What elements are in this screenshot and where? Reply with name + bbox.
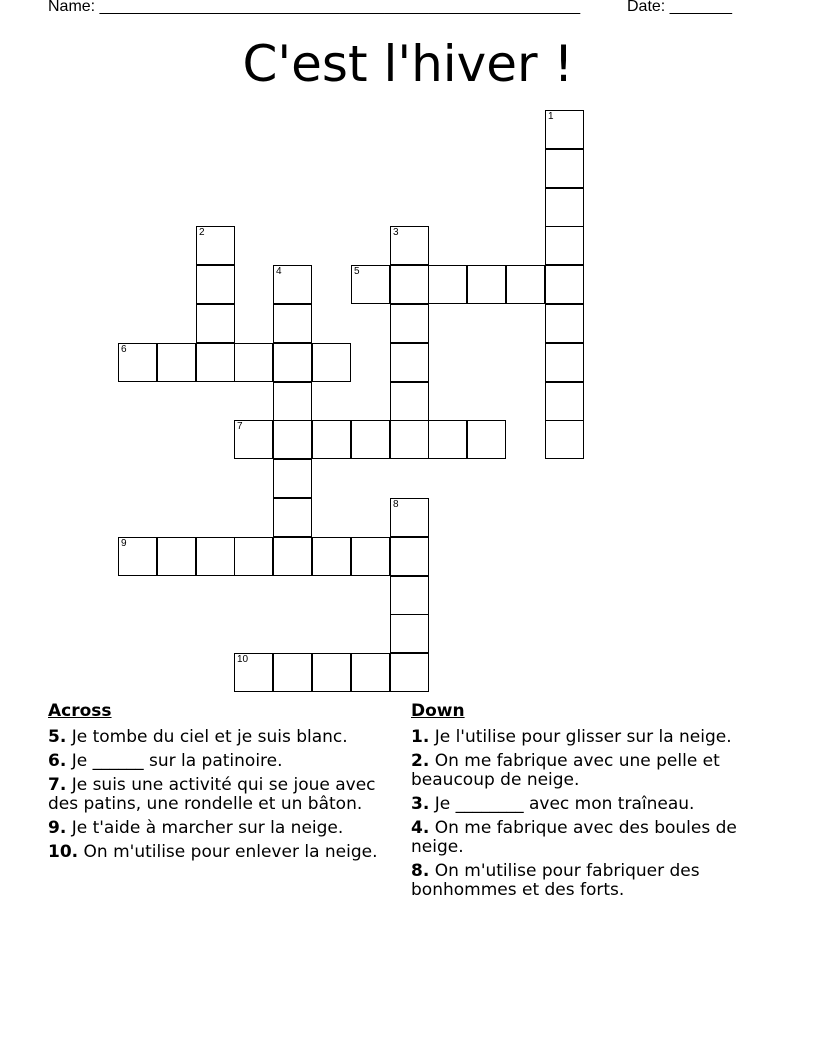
grid-cell[interactable] bbox=[545, 382, 584, 421]
grid-cell[interactable] bbox=[390, 576, 429, 615]
grid-cell[interactable] bbox=[196, 537, 235, 576]
grid-cell[interactable] bbox=[390, 265, 429, 304]
grid-cell[interactable] bbox=[273, 459, 312, 498]
grid-cell[interactable] bbox=[545, 188, 584, 227]
cell-number: 7 bbox=[237, 421, 243, 432]
grid-cell[interactable] bbox=[234, 420, 273, 459]
grid-cell[interactable] bbox=[312, 343, 351, 382]
grid-cell[interactable] bbox=[545, 420, 584, 459]
down-heading: Down bbox=[411, 701, 465, 721]
clue-number: 1. bbox=[411, 727, 430, 747]
grid-cell[interactable] bbox=[273, 304, 312, 343]
grid-cell[interactable] bbox=[234, 343, 273, 382]
grid-cell[interactable] bbox=[467, 265, 506, 304]
grid-cell[interactable] bbox=[312, 653, 351, 692]
grid-cell[interactable] bbox=[545, 304, 584, 343]
clue-text: Je l'utilise pour glisser sur la neige. bbox=[434, 727, 732, 747]
cell-number: 6 bbox=[121, 344, 127, 355]
grid-cell[interactable] bbox=[428, 265, 467, 304]
cell-number: 1 bbox=[548, 111, 554, 122]
cell-number: 10 bbox=[237, 654, 249, 665]
clue-number: 8. bbox=[411, 861, 430, 881]
down-clue bbox=[411, 862, 761, 900]
grid-cell[interactable] bbox=[118, 343, 157, 382]
cell-number: 5 bbox=[354, 266, 360, 277]
grid-cell[interactable] bbox=[351, 420, 390, 459]
clue-text: Je tombe du ciel et je suis blanc. bbox=[71, 727, 348, 747]
across-clue bbox=[48, 843, 388, 862]
grid-cell[interactable] bbox=[196, 304, 235, 343]
across-clue bbox=[48, 752, 388, 771]
clue-text: On m'utilise pour fabriquer des bonhommes et des forts. bbox=[411, 861, 700, 900]
clue-number: 3. bbox=[411, 794, 430, 814]
across-clue bbox=[48, 776, 388, 814]
grid-cell[interactable] bbox=[390, 653, 429, 692]
down-clue bbox=[411, 752, 761, 790]
clue-text: On m'utilise pour enlever la neige. bbox=[83, 842, 378, 862]
cell-number: 9 bbox=[121, 538, 127, 549]
grid-cell[interactable] bbox=[234, 537, 273, 576]
across-heading: Across bbox=[48, 701, 112, 721]
grid-cell[interactable] bbox=[157, 343, 196, 382]
grid-cell[interactable] bbox=[506, 265, 545, 304]
grid-cell[interactable] bbox=[196, 265, 235, 304]
grid-cell[interactable] bbox=[545, 149, 584, 188]
down-clue bbox=[411, 728, 761, 747]
grid-cell[interactable] bbox=[312, 537, 351, 576]
grid-cell[interactable] bbox=[545, 343, 584, 382]
grid-cell[interactable] bbox=[390, 498, 429, 537]
clue-number: 9. bbox=[48, 818, 67, 838]
grid-cell[interactable] bbox=[390, 420, 429, 459]
clue-number: 5. bbox=[48, 727, 67, 747]
grid-cell[interactable] bbox=[273, 537, 312, 576]
grid-cell[interactable] bbox=[273, 653, 312, 692]
clue-number: 4. bbox=[411, 818, 430, 838]
cell-number: 3 bbox=[393, 227, 399, 238]
clue-number: 2. bbox=[411, 751, 430, 771]
down-clue bbox=[411, 819, 761, 857]
grid-cell[interactable] bbox=[273, 343, 312, 382]
grid-cell[interactable] bbox=[390, 614, 429, 653]
cell-number: 4 bbox=[276, 266, 282, 277]
across-clue bbox=[48, 819, 388, 838]
grid-cell[interactable] bbox=[312, 420, 351, 459]
grid-cell[interactable] bbox=[467, 420, 506, 459]
grid-cell[interactable] bbox=[273, 382, 312, 421]
clue-text: Je ______ sur la patinoire. bbox=[71, 751, 283, 771]
grid-cell[interactable] bbox=[196, 226, 235, 265]
clue-number: 7. bbox=[48, 775, 67, 795]
grid-cell[interactable] bbox=[351, 537, 390, 576]
clue-text: Je t'aide à marcher sur la neige. bbox=[71, 818, 344, 838]
grid-cell[interactable] bbox=[545, 265, 584, 304]
grid-cell[interactable] bbox=[390, 304, 429, 343]
clue-text: On me fabrique avec des boules de neige. bbox=[411, 818, 737, 857]
grid-cell[interactable] bbox=[351, 653, 390, 692]
grid-cell[interactable] bbox=[273, 265, 312, 304]
grid-cell[interactable] bbox=[196, 343, 235, 382]
grid-cell[interactable] bbox=[390, 226, 429, 265]
grid-cell[interactable] bbox=[390, 343, 429, 382]
across-clues bbox=[48, 702, 388, 867]
cell-number: 8 bbox=[393, 499, 399, 510]
grid-cell[interactable] bbox=[390, 537, 429, 576]
clue-number: 6. bbox=[48, 751, 67, 771]
grid-cell[interactable] bbox=[118, 537, 157, 576]
grid-cell[interactable] bbox=[428, 420, 467, 459]
cell-number: 2 bbox=[199, 227, 205, 238]
grid-cell[interactable] bbox=[234, 653, 273, 692]
clue-text: Je suis une activité qui se joue avec des patins, une rondelle et un bâton. bbox=[48, 775, 376, 814]
grid-cell[interactable] bbox=[273, 498, 312, 537]
clue-number: 10. bbox=[48, 842, 79, 862]
grid-cell[interactable] bbox=[351, 265, 390, 304]
down-clue bbox=[411, 795, 761, 814]
grid-cell[interactable] bbox=[545, 226, 584, 265]
grid-cell[interactable] bbox=[545, 110, 584, 149]
down-clues bbox=[411, 702, 761, 905]
grid-cell[interactable] bbox=[273, 420, 312, 459]
across-clue bbox=[48, 728, 388, 747]
name-field[interactable]: Name: ______________________________________________________ bbox=[48, 0, 581, 15]
grid-cell[interactable] bbox=[157, 537, 196, 576]
clue-text: Je ________ avec mon traîneau. bbox=[434, 794, 695, 814]
grid-cell[interactable] bbox=[390, 382, 429, 421]
clue-text: On me fabrique avec une pelle et beaucoup de neige. bbox=[411, 751, 720, 790]
date-field[interactable]: Date: _______ bbox=[627, 0, 732, 15]
page-title: C'est l'hiver ! bbox=[242, 35, 574, 93]
